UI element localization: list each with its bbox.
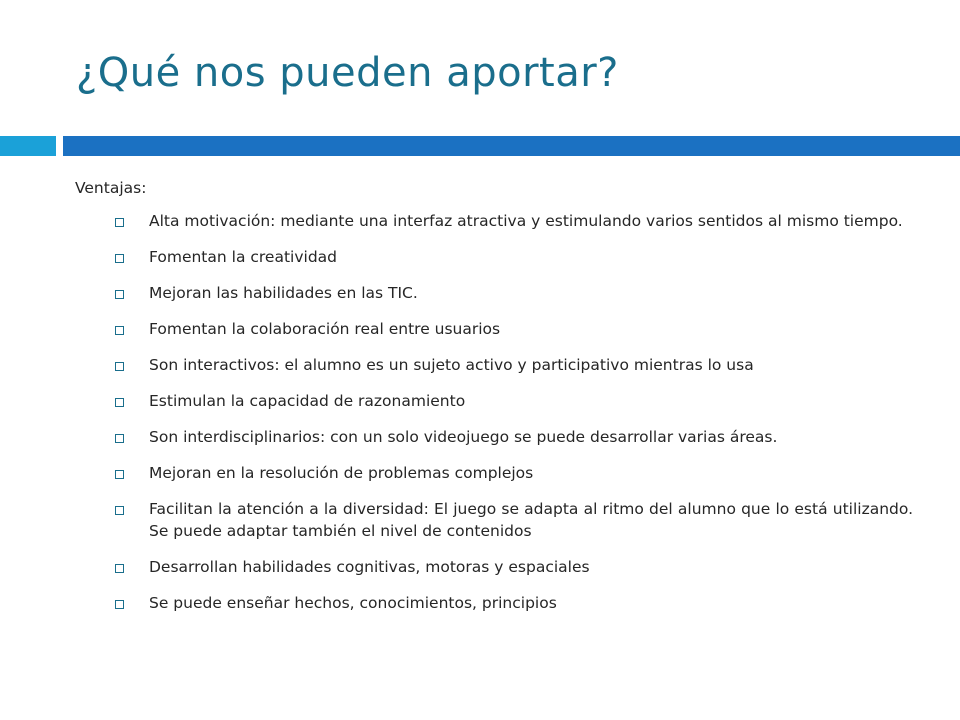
bullet-text: Estimulan la capacidad de razonamiento — [149, 392, 466, 410]
square-bullet-icon — [115, 362, 124, 371]
bullet-text: Mejoran en la resolución de problemas complejos — [149, 464, 534, 482]
bullet-text: Desarrollan habilidades cognitivas, motoras y espaciales — [149, 558, 590, 576]
bullet-item — [75, 556, 913, 578]
bullet-item — [75, 390, 913, 412]
square-bullet-icon — [115, 434, 124, 443]
accent-bar-left — [0, 136, 56, 156]
slide-title: ¿Qué nos pueden aportar? — [76, 50, 619, 96]
bullet-item — [75, 354, 913, 376]
square-bullet-icon — [115, 564, 124, 573]
square-bullet-icon — [115, 398, 124, 407]
bullet-text: Son interdisciplinarios: con un solo videojuego se puede desarrollar varias áreas. — [149, 428, 778, 446]
bullet-text: Fomentan la creatividad — [149, 248, 337, 266]
bullet-item — [75, 210, 913, 232]
bullet-item — [75, 246, 913, 268]
bullet-text: Fomentan la colaboración real entre usuarios — [149, 320, 501, 338]
bullet-list — [75, 210, 913, 614]
bullet-text: Facilitan la atención a la diversidad: El juego se adapta al ritmo del alumno que lo está utilizando. Se puede adaptar también el nivel de contenidos — [149, 500, 913, 540]
bullet-item — [75, 426, 913, 448]
square-bullet-icon — [115, 218, 124, 227]
bullet-item — [75, 592, 913, 614]
bullet-text: Son interactivos: el alumno es un sujeto activo y participativo mientras lo usa — [149, 356, 754, 374]
bullet-item — [75, 498, 913, 542]
bullet-text: Mejoran las habilidades en las TIC. — [149, 284, 418, 302]
bullet-item — [75, 282, 913, 304]
bullet-item — [75, 318, 913, 340]
accent-bar-right — [63, 136, 960, 156]
square-bullet-icon — [115, 600, 124, 609]
section-heading: Ventajas: — [75, 179, 147, 197]
square-bullet-icon — [115, 326, 124, 335]
square-bullet-icon — [115, 470, 124, 479]
bullet-item — [75, 462, 913, 484]
bullet-text: Alta motivación: mediante una interfaz atractiva y estimulando varios sentidos al mismo tiempo. — [149, 212, 903, 230]
square-bullet-icon — [115, 254, 124, 263]
square-bullet-icon — [115, 290, 124, 299]
square-bullet-icon — [115, 506, 124, 515]
slide-content — [75, 178, 913, 628]
bullet-text: Se puede enseñar hechos, conocimientos, principios — [149, 594, 557, 612]
